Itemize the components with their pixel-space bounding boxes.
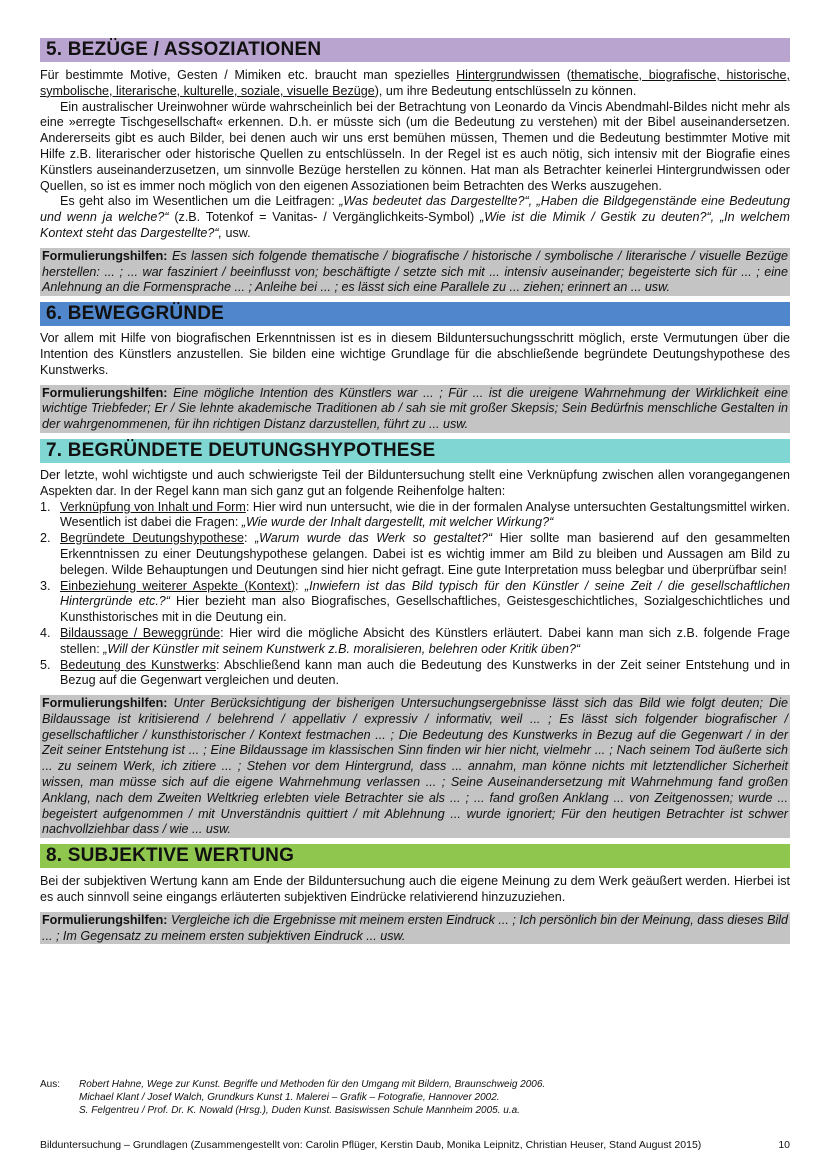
footer-text: Bilduntersuchung – Grundlagen (Zusammengestellt von: Carolin Pflüger, Kerstin Daub, Monika Leipnitz, Christian Heuser, Stand August 2015)	[40, 1139, 702, 1151]
page-number: 10	[778, 1139, 790, 1151]
document-page	[40, 38, 790, 944]
section-8-phrasing-help: Formulierungshilfen: Vergleiche ich die Ergebnisse mit meinem ersten Eindruck ... ; Ich persönlich bin der Meinung, dass dieses Bild ... ; Im Gegensatz zu meinem ersten subjektiven Eindruck ... usw.	[42, 912, 788, 943]
list-item: 5. Bedeutung des Kunstwerks: Abschließend kann man auch die Bedeutung des Kunstwerks in der Zeit seiner Entstehung und in Bezug auf die Gegenwart vergleichen und deuten.	[40, 657, 790, 688]
page-footer	[40, 1139, 790, 1152]
list-item: 1. Verknüpfung von Inhalt und Form: Hier wird nun untersucht, wie die in der formalen Analyse untersuchten Gestaltungsmittel wirken. Wesentlich ist dabei die Fragen: „Wie wurde der Inhalt dargestellt, mit welcher Wirkung?“	[40, 499, 790, 530]
section-6-paragraph-1: Vor allem mit Hilfe von biografischen Erkenntnissen ist es in diesem Bilduntersuchungsschritt möglich, erste Vermutungen über die Intention des Künstlers anzustellen. Sie bilden eine wichtige Grundlage für die abschließende begründete Deutungshypothese des Kunstwerks.	[40, 331, 790, 377]
section-heading-7: 7. BEGRÜNDETE DEUTUNGSHYPOTHESE	[40, 439, 790, 463]
list-item: 2. Begründete Deutungshypothese: „Warum wurde das Werk so gestaltet?“ Hier sollte man basierend auf den gesammelten Erkenntnissen zu einer Deutungshypothese gelangen. Dabei ist es wichtig immer am Bild zu bleiben und Aussagen am Bild zu belegen. Wilde Behauptungen und Deutungen sind hier nicht gefragt. Eine gute Interpretation muss belegbar und überprüfbar sein!	[40, 531, 790, 577]
section-6-phrasing-help: Formulierungshilfen: Eine mögliche Intention des Künstlers war ... ; Für ... ist die ureigene Wahrnehmung der Wirklichkeit eine wichtige Triebfeder; Er / Sie lehnte akademische Traditionen ab / sah sie mit großer Skepsis; Sein Bedürfnis menschliche Gestalten in der wahrgenommenen, für ihn richtigen Distanz darzustellen, führt zu ... usw.	[42, 385, 788, 432]
section-7-intro: Der letzte, wohl wichtigste und auch schwierigste Teil der Bilduntersuchung stellt eine Verknüpfung zwischen allen vorangegangenen Aspekten dar. In der Regel kann man sich ganz gut an folgende Reihenfolge halten:	[40, 467, 790, 498]
section-heading-6: 6. BEWEGGRÜNDE	[40, 302, 790, 326]
section-5-paragraph-1: Für bestimmte Motive, Gesten / Mimiken etc. braucht man spezielles Hintergrundwissen (thematische, biografische, historische, symbolische, literarische, kulturelle, soziale, visuelle Bezüge), um ihre Bedeutung entschlüsseln zu können.	[40, 68, 790, 98]
source-line: Robert Hahne, Wege zur Kunst. Begriffe und Methoden für den Umgang mit Bildern, Braunschweig 2006.	[79, 1079, 546, 1090]
section-7-phrasing-help: Formulierungshilfen: Unter Berücksichtigung der bisherigen Untersuchungsergebnisse lässt sich das Bild wie folgt deuten; Die Bildaussage ist kritisierend / belehrend / appellativ / expressiv / informativ, weil ... ; Es lässt sich folgender biografischer / gesellschaftlicher / kunsthistorischer / Kontext festmachen ... ; Die Bedeutung des Kunstwerks in Bezug auf die Gegenwart / in der Zeit seiner Entstehung ist ... ; Eine Bildaussage im klassischen Sinn finden wir hier nicht, vielmehr ... ; Nach seinem Tod äußerte sich ... zu seinem Werk, ich zitiere ... ; Stehen vor dem Hintergrund, dass ... annahm, man könne nichts mit letztendlicher Sicherheit wissen, man müsse sich auf die eigene Wahrnehmung verlassen ... ; Seine Auseinandersetzung mit Wahrnehmung fand großen Anklang, nach dem Zweiten Weltkrieg erlebten viele Betrachter sie als ... ; ... fand großen Anklang ... von Zeitgenossen; wurde ... begeistert aufgenommen / mit Unverständnis quittiert / mit Ablehnung ... wurde ignoriert; Für den heutigen Betrachter ist schwer nachvollziehbar dass / wie ... usw.	[42, 696, 788, 837]
source-line: S. Felgentreu / Prof. Dr. K. Nowald (Hrsg.), Duden Kunst. Basiswissen Schule Mannheim 2005. u.a.	[79, 1105, 520, 1116]
section-5-paragraph-2: Ein australischer Ureinwohner würde wahrscheinlich bei der Betrachtung von Leonardo da Vincis Abendmahl-Bildes nicht mehr als eine »erregte Tischgesellschaft« erkennen. D.h. er müsste sich (um die Bedeutung zu verstehen) mit der Bibel auseinandersetzen. Andererseits gibt es auch Bilder, bei denen auch wir uns erst bemühen müssen, Themen und die Bedeutung bestimmter Motive mit Hilfe z.B. literarischer oder historische Quellen zu entschlüsseln. In der Regel ist es auch nötig, sich intensiv mit der Biografie eines Künstlers auseinanderzusetzen, um sinnvolle Bezüge herstellen zu können. Hat man als Betrachter keinerlei Hintergrundwissen oder Quellen, so ist es immer noch möglich von den eigenen Assoziationen beim Betrachten des Werks auszugehen.	[40, 99, 790, 193]
section-heading-8: 8. SUBJEKTIVE WERTUNG	[40, 844, 790, 868]
sources	[40, 1078, 545, 1117]
section-5-paragraph-3: Es geht also im Wesentlichen um die Leitfragen: „Was bedeutet das Dargestellte?“, „Haben die Bildgegenstände eine Bedeutung und wenn ja welche?“ (z.B. Totenkof = Vanitas- / Vergänglichkeits-Symbol) „Wie ist die Mimik / Gestik zu deuten?“, „In welchem Kontext steht das Dargestellte?“, usw.	[40, 194, 790, 240]
sources-label: Aus:	[40, 1079, 61, 1090]
source-line: Michael Klant / Josef Walch, Grundkurs Kunst 1. Malerei – Grafik – Fotografie, Hannover 2002.	[79, 1092, 500, 1103]
section-7-steps-list	[40, 500, 790, 690]
list-item: 3. Einbeziehung weiterer Aspekte (Kontext): „Inwiefern ist das Bild typisch für den Künstler / seine Zeit / die gesellschaftlichen Hintergründe etc.?“ Hier bezieht man also Biografisches, Gesellschaftliches, Geistesgeschichtliches, Sozialgeschichtliches und Kunsthistorisches mit in die Deutung ein.	[40, 578, 790, 625]
section-8-paragraph-1: Bei der subjektiven Wertung kann am Ende der Bilduntersuchung auch die eigene Meinung zu dem Werk geäußert werden. Hierbei ist es auch sinnvoll seine eingangs erläuterten subjektiven Eindrücke relativierend hinzuzuziehen.	[40, 874, 790, 905]
section-heading-5: 5. BEZÜGE / ASSOZIATIONEN	[40, 38, 790, 62]
list-item: 4. Bildaussage / Beweggründe: Hier wird die mögliche Absicht des Künstlers erläutert. Dabei kann man sich z.B. folgende Frage stellen: „Will der Künstler mit seinem Kunstwerk z.B. moralisieren, belehren oder Kritik üben?“	[40, 625, 791, 656]
section-5-phrasing-help: Formulierungshilfen: Es lassen sich folgende thematische / biografische / historische / symbolische / literarische / visuelle Bezüge herstellen: ... ; ... war fasziniert / beeinflusst von; beschäftigte / setzte sich mit ... intensiv auseinander; begeisterte sich für ... ; eine Anlehnung an die Formensprache ... ; Anleihe bei ... ; es lässt sich eine Parallele zu ... ziehen; erinnert an ... usw.	[42, 248, 788, 295]
